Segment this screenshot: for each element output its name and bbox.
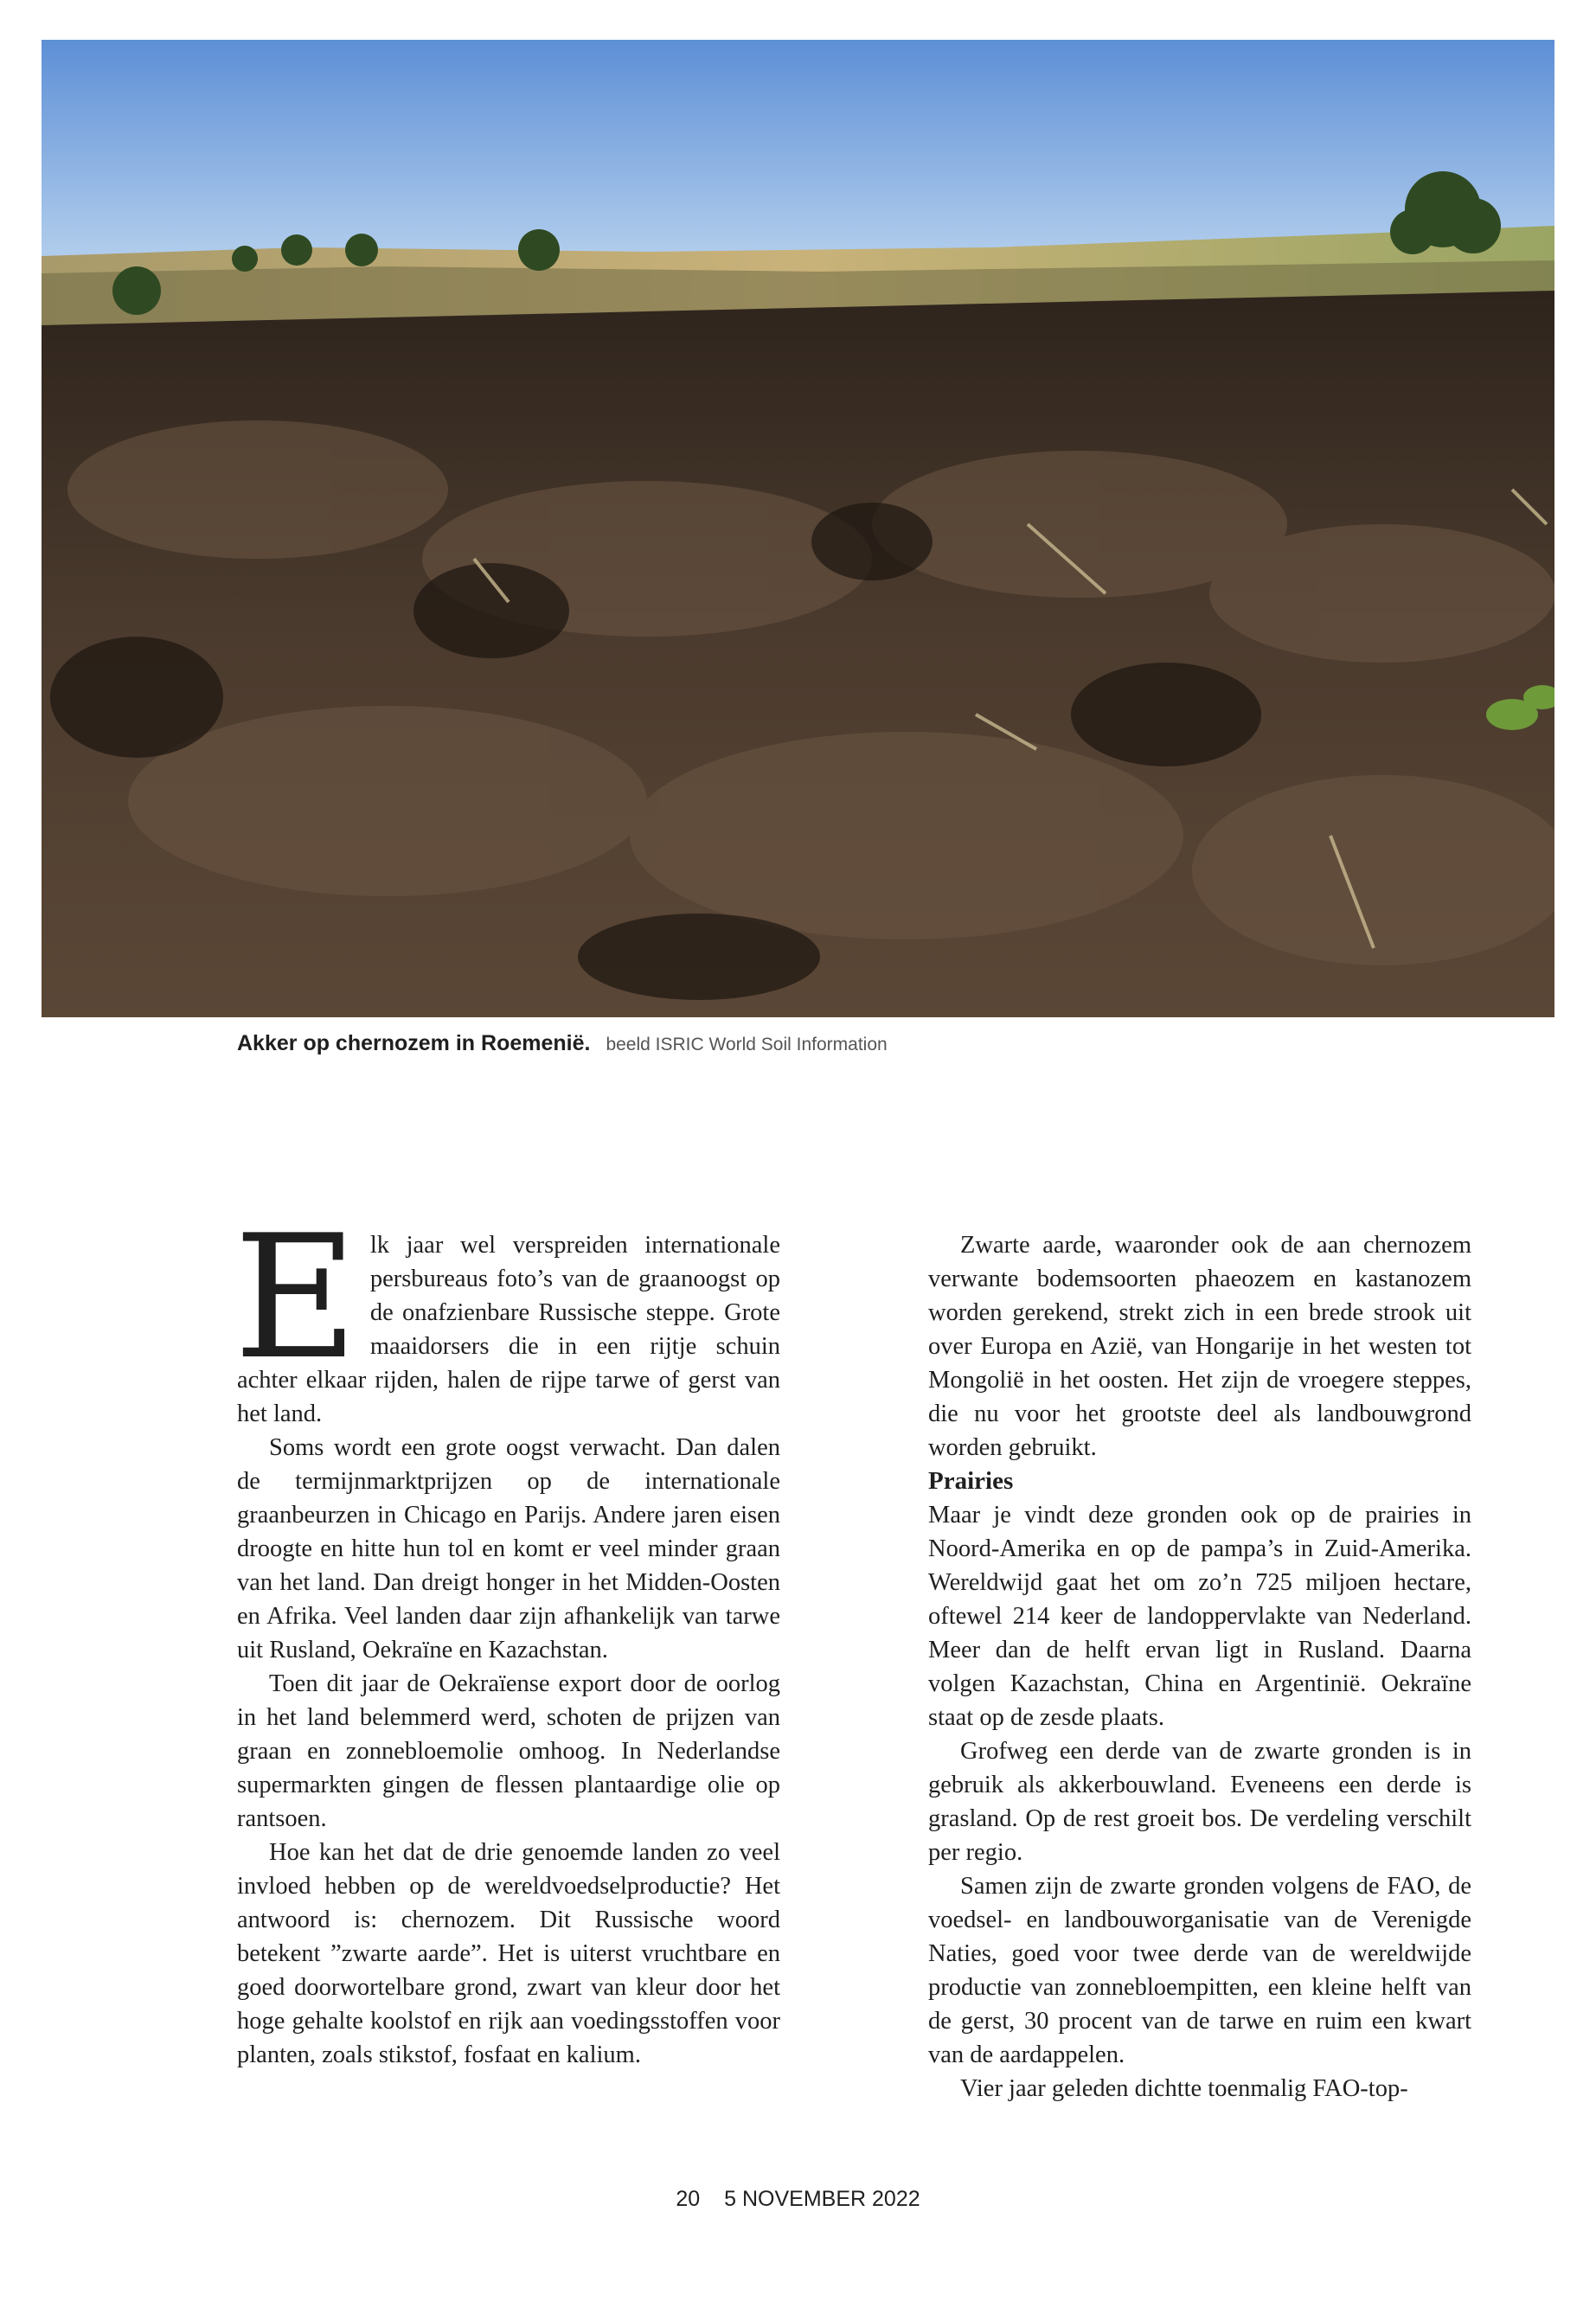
article-paragraph: Elk jaar wel verspreiden internationale persbureaus foto’s van de graanoogst op de onafzienbare Russische steppe. Grote maaidorsers die in een rijtje schuin achter elkaar rijden, halen de rijpe tarwe of gerst van het land. bbox=[234, 1199, 780, 1427]
page-footer bbox=[0, 2187, 1596, 2212]
article-paragraph: Grofweg een derde van de zwarte gronden is in gebruik als akkerbouwland. Eveneens een derde is grasland. Op de rest groeit bos. De verdeling verschilt per regio. bbox=[928, 1738, 1471, 1866]
page-number: 20 bbox=[676, 2187, 701, 2211]
article-paragraph: Samen zijn de zwarte gronden volgens de FAO, de voedsel- en landbouworganisatie van de Verenigde Naties, goed voor twee derde van de wereldwijde productie van zonnebloempitten, een kleine helft van de gerst, 30 procent van de tarwe en ruim een kwart van de aardappelen. bbox=[928, 1873, 1471, 2068]
field-photo bbox=[42, 40, 1554, 1017]
article-paragraph: Zwarte aarde, waaronder ook de aan chernozem verwante bodemsoorten phaeozem en kastanozem worden gerekend, strekt zich in een brede strook uit over Europa en Azië, van Hongarije in het westen tot Mongolië in het oosten. Het zijn de vroegere steppes, die nu voor het grootste deel als landbouwgrond worden gebruikt. bbox=[928, 1232, 1471, 1461]
article-paragraph: Hoe kan het dat de drie genoemde landen zo veel invloed hebben op de wereldvoedselproductie? Het antwoord is: chernozem. Dit Russische woord betekent ”zwarte aarde”. Het is uiterst vruchtbare en goed doorwortelbare grond, zwart van kleur door het hoge gehalte koolstof en rijk aan voedingsstoffen voor planten, zoals stikstof, fosfaat en kalium. bbox=[237, 1839, 780, 2068]
article-paragraph: Maar je vindt deze gronden ook op de prairies in Noord-Amerika en op de pampa’s in Zuid-Amerika. Wereldwijd gaat het om zo’n 725 miljoen hectare, oftewel 214 keer de landoppervlakte van Nederland. Meer dan de helft ervan ligt in Rusland. Daarna volgen Kazachstan, China en Argentinië. Oekraïne staat op de zesde plaats. bbox=[928, 1502, 1471, 1731]
caption-text: Akker op chernozem in Roemenië. bbox=[237, 1031, 591, 1055]
article-column-right bbox=[928, 1228, 1471, 2106]
section-subheading: Prairies bbox=[928, 1467, 1014, 1495]
article-paragraph: Soms wordt een grote oogst verwacht. Dan dalen de termijnmarktprijzen op de internationale graanbeurzen in Chicago en Parijs. Andere jaren eisen droogte en hitte hun tol en komt er veel minder graan van het land. Dan dreigt honger in het Midden-Oosten en Afrika. Veel landen daar zijn afhankelijk van tarwe uit Rusland, Oekraïne en Kazachstan. bbox=[237, 1434, 780, 1663]
drop-cap: E bbox=[234, 1199, 358, 1397]
photo-caption bbox=[237, 1031, 888, 1056]
issue-date: 5 NOVEMBER 2022 bbox=[724, 2187, 920, 2211]
article-paragraph: Vier jaar geleden dichtte toenmalig FAO-top- bbox=[960, 2075, 1408, 2102]
caption-credit: beeld ISRIC World Soil Information bbox=[606, 1035, 888, 1054]
article-column-left bbox=[234, 1199, 780, 2072]
article-paragraph: Toen dit jaar de Oekraïense export door de oorlog in het land belemmerd werd, schoten de prijzen van graan en zonnebloemolie omhoog. In Nederlandse supermarkten gingen de flessen plantaardige olie op rantsoen. bbox=[237, 1670, 780, 1832]
